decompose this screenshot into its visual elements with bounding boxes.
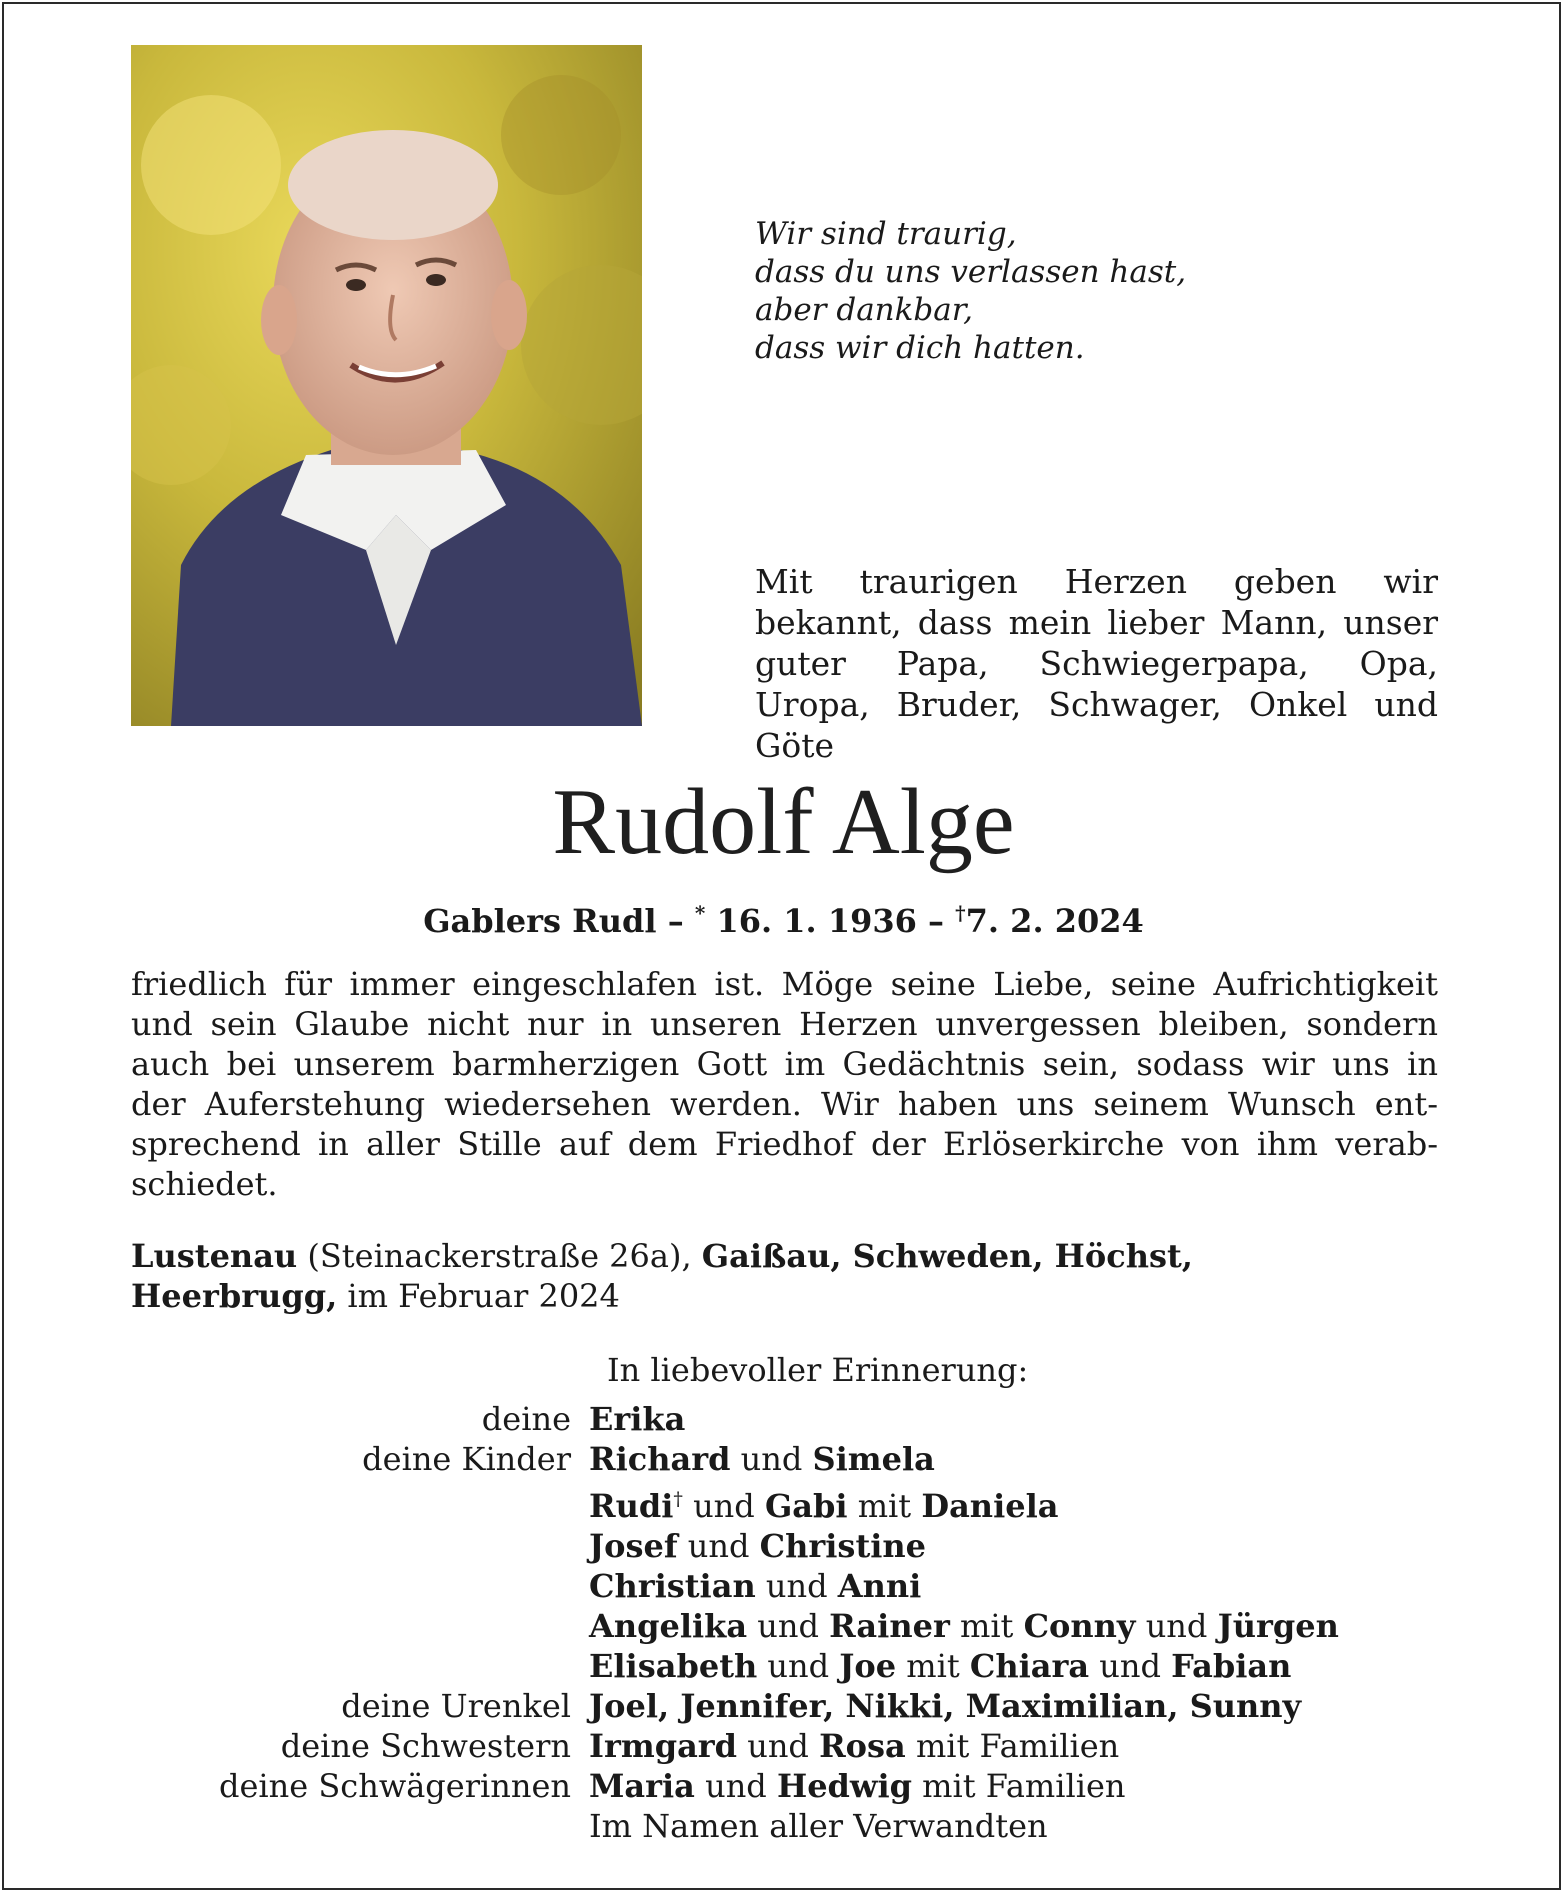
family-row bbox=[131, 1646, 1451, 1686]
notice-date: im Februar 2024 bbox=[347, 1277, 620, 1315]
family-member-name: Joe bbox=[839, 1647, 897, 1685]
place-last: Heerbrugg, bbox=[131, 1277, 338, 1315]
death-symbol: † bbox=[955, 901, 966, 925]
family-member-name: Fabian bbox=[1171, 1647, 1292, 1685]
family-member-name: Daniela bbox=[921, 1487, 1059, 1525]
family-member-name: Erika bbox=[589, 1400, 686, 1438]
family-row bbox=[131, 1766, 1451, 1806]
family-member-name: Rosa bbox=[819, 1727, 906, 1765]
family-names bbox=[589, 1479, 1451, 1526]
connector-text: und bbox=[730, 1440, 813, 1478]
family-member-name: Joel, Jennifer, Nikki, Maximilian, Sunny bbox=[589, 1687, 1302, 1725]
family-names bbox=[589, 1646, 1451, 1686]
family-role: deine Urenkel bbox=[341, 1687, 571, 1725]
family-names bbox=[589, 1766, 1451, 1806]
family-names bbox=[589, 1439, 1451, 1479]
body-line: friedlich für immer eingeschlafen ist. Möge seine Liebe, seine Aufrichtigkeit bbox=[131, 965, 1438, 1003]
family-names bbox=[589, 1526, 1451, 1566]
connector-text: und bbox=[757, 1647, 840, 1685]
family-member-name: Maria bbox=[589, 1767, 695, 1805]
family-member-name: Conny bbox=[1023, 1607, 1136, 1645]
life-dates: Gablers Rudl – * 16. 1. 1936 – †7. 2. 2024 bbox=[423, 901, 1144, 940]
body-line: auch bei unserem barmherzigen Gott im Gedächtnis sein, sodass wir uns in bbox=[131, 1045, 1438, 1083]
connector-text: mit bbox=[896, 1647, 970, 1685]
poem-line: dass wir dich hatten. bbox=[755, 330, 1085, 366]
death-date: 7. 2. 2024 bbox=[965, 902, 1144, 940]
family-names bbox=[589, 1806, 1451, 1846]
body-line: schiedet. bbox=[131, 1165, 278, 1203]
connector-text: und bbox=[682, 1487, 765, 1525]
family-names bbox=[589, 1686, 1451, 1726]
family-role: deine Schwägerinnen bbox=[218, 1767, 571, 1805]
family-member-name: Gabi bbox=[764, 1487, 848, 1525]
connector-text: und bbox=[737, 1727, 820, 1765]
family-row bbox=[131, 1479, 1451, 1526]
connector-text: mit Familien bbox=[912, 1767, 1126, 1805]
family-member-name: Anni bbox=[837, 1567, 922, 1605]
deceased-name: Rudolf Alge bbox=[552, 770, 1015, 874]
family-role bbox=[131, 1479, 589, 1526]
family-row bbox=[131, 1726, 1451, 1766]
connector-text: und bbox=[1135, 1607, 1218, 1645]
connector-text: Im Namen aller Verwandten bbox=[589, 1807, 1048, 1845]
nickname: Gablers Rudl bbox=[423, 902, 657, 940]
poem-line: Wir sind traurig, bbox=[755, 216, 1017, 252]
body-line: und sein Glaube nicht nur in unseren Herzen unvergessen bleiben, sondern bbox=[131, 1005, 1438, 1043]
family-member-name: Angelika bbox=[589, 1607, 748, 1645]
family-names bbox=[589, 1726, 1451, 1766]
birth-date: 16. 1. 1936 bbox=[716, 902, 917, 940]
connector-text: und bbox=[694, 1767, 777, 1805]
place-town: Lustenau bbox=[131, 1237, 298, 1275]
family-member-name: Elisabeth bbox=[589, 1647, 758, 1685]
deceased-marker: † bbox=[673, 1488, 683, 1510]
family-member-name: Richard bbox=[589, 1440, 731, 1478]
family-member-name: Hedwig bbox=[776, 1767, 912, 1805]
family-role bbox=[131, 1606, 589, 1646]
family-member-name: Simela bbox=[812, 1440, 935, 1478]
family-list bbox=[131, 1399, 1451, 1846]
connector-text: und bbox=[1089, 1647, 1172, 1685]
body-line: der Auferstehung wiedersehen werden. Wir haben uns seinem Wunsch ent- bbox=[131, 1085, 1438, 1123]
family-row bbox=[131, 1566, 1451, 1606]
family-row bbox=[131, 1806, 1451, 1846]
family-member-name: Christian bbox=[589, 1567, 756, 1605]
connector-text: mit bbox=[949, 1607, 1024, 1645]
family-member-name: Josef bbox=[589, 1527, 678, 1565]
portrait-photo bbox=[131, 45, 642, 726]
family-role: deine bbox=[481, 1400, 571, 1438]
family-role: deine Kinder bbox=[362, 1440, 571, 1478]
place-others: Gaißau, Schweden, Höchst, bbox=[701, 1237, 1193, 1275]
family-member-name: Jürgen bbox=[1217, 1607, 1339, 1645]
places bbox=[131, 1236, 1193, 1316]
family-member-name: Christine bbox=[759, 1527, 926, 1565]
family-member-name: Rainer bbox=[829, 1607, 950, 1645]
family-role bbox=[131, 1646, 589, 1686]
family-names bbox=[589, 1606, 1451, 1646]
announcement-intro: Mit traurigen Herzen geben wir bekannt, dass mein lieber Mann, unser guter Papa, Schwiegerpapa, Opa, Uropa, Bruder, Schwager, Onkel und Göte bbox=[755, 562, 1438, 765]
birth-symbol: * bbox=[694, 901, 706, 925]
family-row bbox=[131, 1526, 1451, 1566]
family-row bbox=[131, 1606, 1451, 1646]
family-names bbox=[589, 1399, 1451, 1439]
body-line: sprechend in aller Stille auf dem Friedhof der Erlöserkirche von ihm verab- bbox=[131, 1125, 1438, 1163]
family-role bbox=[131, 1566, 589, 1606]
family-role: deine Schwestern bbox=[280, 1727, 571, 1765]
poem bbox=[755, 215, 1186, 367]
place-address: (Steinackerstraße 26a), bbox=[307, 1237, 692, 1275]
obituary-body bbox=[131, 964, 1438, 1204]
connector-text: und bbox=[677, 1527, 760, 1565]
family-row bbox=[131, 1399, 1451, 1439]
connector-text: mit bbox=[847, 1487, 922, 1525]
family-member-name: Chiara bbox=[969, 1647, 1090, 1685]
family-member-name: Rudi bbox=[589, 1487, 674, 1525]
connector-text: mit Familien bbox=[905, 1727, 1120, 1765]
connector-text: und bbox=[755, 1567, 838, 1605]
remembrance-heading: In liebevoller Erinnerung: bbox=[607, 1351, 1029, 1389]
family-names bbox=[589, 1566, 1451, 1606]
family-role bbox=[131, 1806, 589, 1846]
poem-line: aber dankbar, bbox=[755, 292, 974, 328]
connector-text: und bbox=[747, 1607, 830, 1645]
poem-line: dass du uns verlassen hast, bbox=[755, 254, 1187, 290]
family-row bbox=[131, 1686, 1451, 1726]
family-row bbox=[131, 1439, 1451, 1479]
family-member-name: Irmgard bbox=[589, 1727, 738, 1765]
family-role bbox=[131, 1526, 589, 1566]
